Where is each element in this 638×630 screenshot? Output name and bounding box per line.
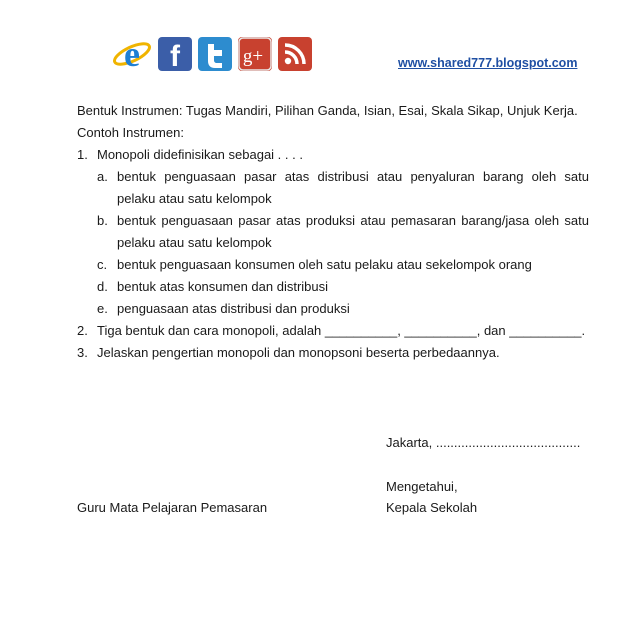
svg-text:f: f (170, 40, 180, 71)
question-number: 1. (77, 147, 88, 162)
bentuk-instrumen-text: Bentuk Instrumen: Tugas Mandiri, Pilihan Ganda, Isian, Esai, Skala Sikap, Unjuk Kerja. (77, 103, 578, 118)
google-plus-icon[interactable] (238, 37, 272, 71)
svg-text:g+: g+ (242, 46, 264, 67)
social-icons-bar (112, 37, 312, 75)
question-text: Monopoli didefinisikan sebagai . . . . (97, 147, 303, 162)
principal-title: Kepala Sekolah (386, 500, 478, 515)
question-text: Jelaskan pengertian monopoli dan monopsoni beserta perbedaannya. (97, 345, 500, 360)
option-text: bentuk penguasaan konsumen oleh satu pelaku atau sekelompok orang (117, 257, 532, 272)
mengetahui-label: Mengetahui, (386, 479, 458, 494)
option-text: bentuk penguasaan pasar atas distribusi atau penyaluran barang oleh satu pelaku atau satu kelompok (117, 169, 589, 206)
twitter-icon[interactable] (198, 37, 232, 71)
option-letter: d. (97, 279, 108, 294)
option-text: bentuk atas konsumen dan distribusi (117, 279, 329, 294)
facebook-icon[interactable] (158, 37, 192, 71)
option-letter: b. (97, 213, 108, 228)
question-number: 2. (77, 323, 88, 338)
option-text: penguasaan atas distribusi dan produksi (117, 301, 350, 316)
place-date: Jakarta, ........................................ (386, 435, 581, 450)
contoh-instrumen-heading: Contoh Instrumen: (77, 125, 184, 140)
option-letter: a. (97, 169, 108, 184)
option-text: bentuk penguasaan pasar atas produksi atau pemasaran barang/jasa oleh satu pelaku atau satu kelompok (117, 213, 589, 250)
question-text: Tiga bentuk dan cara monopoli, adalah __________, __________, dan __________. (97, 323, 586, 338)
site-link[interactable]: www.shared777.blogspot.com (398, 56, 578, 70)
rss-icon[interactable] (278, 37, 312, 71)
svg-text:e: e (124, 36, 140, 72)
option-letter: e. (97, 301, 108, 316)
question-number: 3. (77, 345, 88, 360)
internet-explorer-icon[interactable] (112, 37, 152, 71)
teacher-title: Guru Mata Pelajaran Pemasaran (77, 500, 268, 515)
option-letter: c. (97, 257, 108, 272)
